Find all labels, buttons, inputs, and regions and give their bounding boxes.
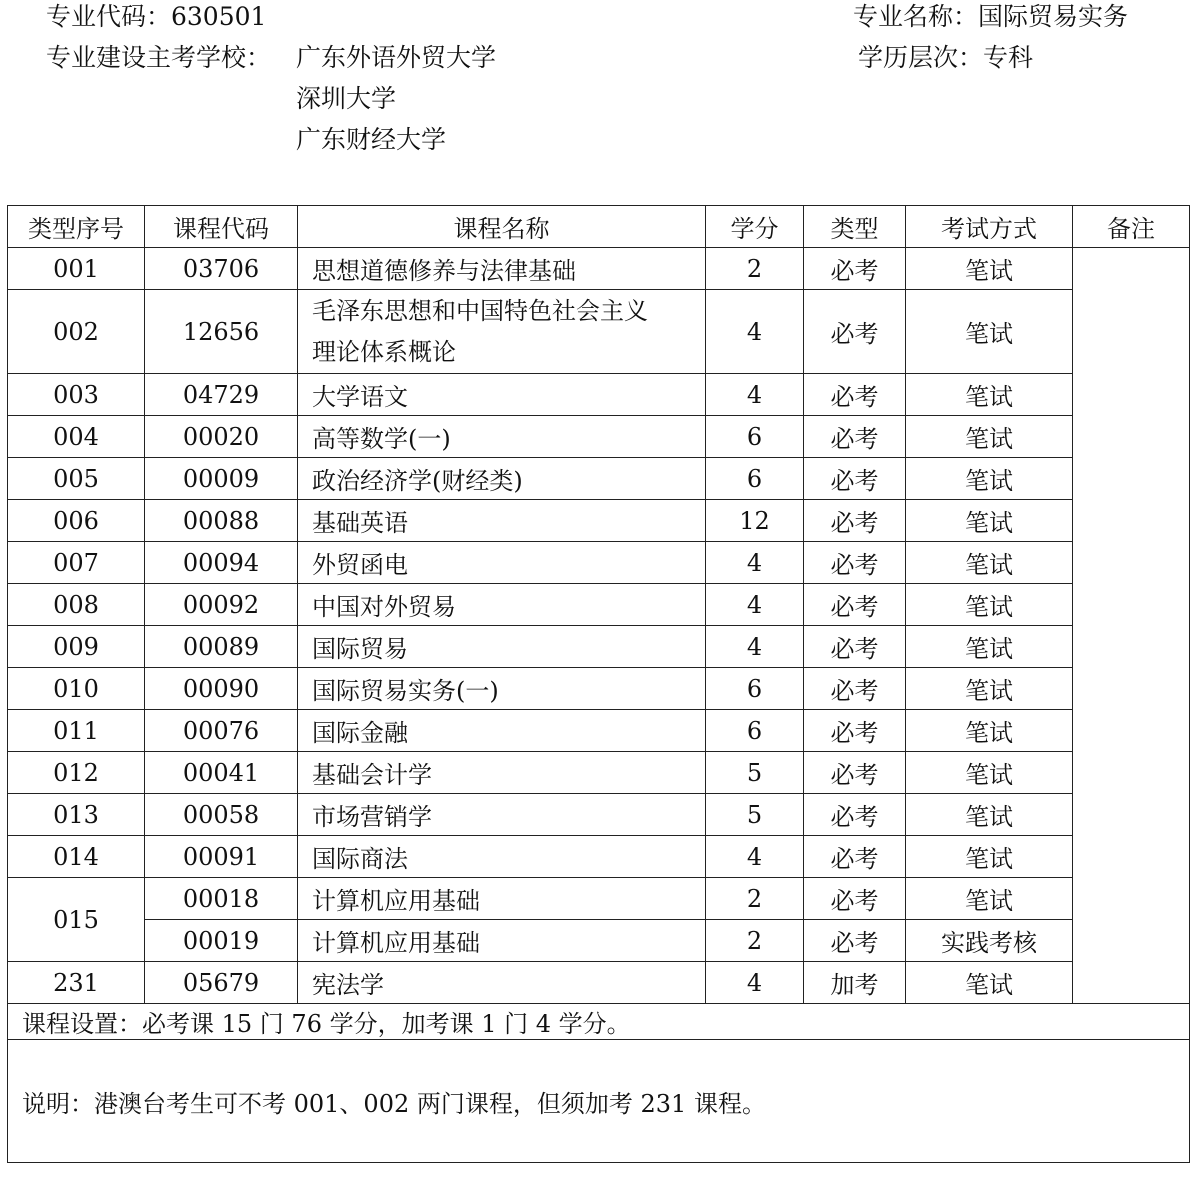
cell-exam: 笔试	[906, 752, 1073, 794]
table-row	[8, 794, 1190, 836]
cell-exam: 笔试	[906, 836, 1073, 878]
cell-seq: 010	[8, 668, 145, 710]
cell-credit: 2	[706, 878, 804, 920]
header-code: 课程代码	[145, 206, 298, 248]
cell-type: 必考	[804, 248, 906, 290]
cell-exam: 笔试	[906, 626, 1073, 668]
cell-type: 必考	[804, 710, 906, 752]
cell-name: 国际贸易实务(一)	[298, 668, 706, 710]
cell-name-line: 理论体系概论	[312, 337, 456, 366]
cell-name: 大学语文	[298, 374, 706, 416]
cell-seq: 002	[8, 290, 145, 374]
cell-exam: 实践考核	[906, 920, 1073, 962]
header-remark: 备注	[1073, 206, 1190, 248]
cell-credit: 2	[706, 920, 804, 962]
education-level: 学历层次：专科	[858, 43, 1034, 72]
school-label: 专业建设主考学校：	[46, 43, 272, 72]
cell-credit: 5	[706, 752, 804, 794]
cell-credit: 6	[706, 416, 804, 458]
cell-credit: 4	[706, 542, 804, 584]
cell-exam: 笔试	[906, 290, 1073, 374]
cell-code: 00089	[145, 626, 298, 668]
table-row	[8, 668, 1190, 710]
cell-type: 必考	[804, 668, 906, 710]
cell-credit: 12	[706, 500, 804, 542]
cell-code: 00020	[145, 416, 298, 458]
cell-code: 00041	[145, 752, 298, 794]
school-3: 广东财经大学	[296, 125, 447, 154]
cell-exam: 笔试	[906, 374, 1073, 416]
cell-type: 加考	[804, 962, 906, 1004]
cell-credit: 4	[706, 836, 804, 878]
cell-type: 必考	[804, 416, 906, 458]
table-row	[8, 752, 1190, 794]
cell-name: 国际贸易	[298, 626, 706, 668]
cell-seq: 009	[8, 626, 145, 668]
cell-type: 必考	[804, 290, 906, 374]
cell-code: 00090	[145, 668, 298, 710]
cell-exam: 笔试	[906, 416, 1073, 458]
cell-credit: 2	[706, 248, 804, 290]
cell-seq: 001	[8, 248, 145, 290]
cell-name: 高等数学(一)	[298, 416, 706, 458]
table-row	[8, 458, 1190, 500]
header-name: 课程名称	[298, 206, 706, 248]
cell-code: 00019	[145, 920, 298, 962]
cell-seq: 003	[8, 374, 145, 416]
cell-exam: 笔试	[906, 794, 1073, 836]
cell-type: 必考	[804, 836, 906, 878]
cell-exam: 笔试	[906, 458, 1073, 500]
cell-type: 必考	[804, 794, 906, 836]
cell-type: 必考	[804, 458, 906, 500]
table-row	[8, 248, 1190, 290]
table-row	[8, 836, 1190, 878]
cell-code: 05679	[145, 962, 298, 1004]
cell-code: 00091	[145, 836, 298, 878]
school-2: 深圳大学	[296, 84, 397, 113]
cell-exam: 笔试	[906, 710, 1073, 752]
header-seq: 类型序号	[8, 206, 145, 248]
cell-code: 00088	[145, 500, 298, 542]
table-row	[8, 416, 1190, 458]
cell-exam: 笔试	[906, 542, 1073, 584]
table-row	[8, 584, 1190, 626]
cell-seq: 014	[8, 836, 145, 878]
cell-name: 基础英语	[298, 500, 706, 542]
cell-name: 国际商法	[298, 836, 706, 878]
summary-row	[8, 1004, 1190, 1040]
cell-seq: 011	[8, 710, 145, 752]
header-credit: 学分	[706, 206, 804, 248]
cell-name: 国际金融	[298, 710, 706, 752]
school-1: 广东外语外贸大学	[296, 43, 497, 72]
cell-exam: 笔试	[906, 668, 1073, 710]
table-row	[8, 878, 1190, 920]
cell-code: 00092	[145, 584, 298, 626]
table-header-row	[8, 206, 1190, 248]
cell-seq: 007	[8, 542, 145, 584]
major-code: 专业代码：630501	[46, 2, 267, 31]
cell-name	[298, 290, 706, 374]
header-exam: 考试方式	[906, 206, 1073, 248]
cell-code: 00076	[145, 710, 298, 752]
cell-seq: 005	[8, 458, 145, 500]
table-row	[8, 542, 1190, 584]
header-type: 类型	[804, 206, 906, 248]
cell-credit: 4	[706, 374, 804, 416]
table-row	[8, 290, 1190, 374]
cell-seq: 006	[8, 500, 145, 542]
table-row	[8, 374, 1190, 416]
cell-name: 政治经济学(财经类)	[298, 458, 706, 500]
cell-exam: 笔试	[906, 584, 1073, 626]
table-row	[8, 920, 1190, 962]
cell-type: 必考	[804, 752, 906, 794]
cell-code: 03706	[145, 248, 298, 290]
major-name: 专业名称：国际贸易实务	[853, 2, 1129, 31]
course-note: 说明：港澳台考生可不考 001、002 两门课程，但须加考 231 课程。	[8, 1040, 1190, 1163]
cell-credit: 4	[706, 584, 804, 626]
cell-exam: 笔试	[906, 878, 1073, 920]
cell-code: 00058	[145, 794, 298, 836]
cell-seq: 231	[8, 962, 145, 1004]
cell-seq: 004	[8, 416, 145, 458]
cell-code: 00009	[145, 458, 298, 500]
cell-remark	[1073, 248, 1190, 1004]
cell-exam: 笔试	[906, 500, 1073, 542]
cell-code: 00094	[145, 542, 298, 584]
cell-type: 必考	[804, 584, 906, 626]
cell-name: 计算机应用基础	[298, 878, 706, 920]
cell-exam: 笔试	[906, 248, 1073, 290]
cell-name: 基础会计学	[298, 752, 706, 794]
cell-name: 外贸函电	[298, 542, 706, 584]
cell-name: 计算机应用基础	[298, 920, 706, 962]
course-table	[7, 205, 1190, 1163]
cell-credit: 6	[706, 668, 804, 710]
table-row	[8, 626, 1190, 668]
cell-type: 必考	[804, 374, 906, 416]
cell-name: 中国对外贸易	[298, 584, 706, 626]
course-summary: 课程设置：必考课 15 门 76 学分，加考课 1 门 4 学分。	[8, 1004, 1190, 1040]
cell-exam: 笔试	[906, 962, 1073, 1004]
cell-type: 必考	[804, 500, 906, 542]
note-row	[8, 1040, 1190, 1163]
cell-type: 必考	[804, 878, 906, 920]
cell-credit: 6	[706, 458, 804, 500]
table-row	[8, 500, 1190, 542]
cell-seq: 012	[8, 752, 145, 794]
table-row	[8, 710, 1190, 752]
cell-seq: 013	[8, 794, 145, 836]
cell-seq: 015	[8, 878, 145, 962]
cell-type: 必考	[804, 920, 906, 962]
cell-credit: 4	[706, 962, 804, 1004]
cell-seq: 008	[8, 584, 145, 626]
cell-code: 00018	[145, 878, 298, 920]
cell-credit: 4	[706, 626, 804, 668]
cell-name: 宪法学	[298, 962, 706, 1004]
cell-type: 必考	[804, 626, 906, 668]
cell-code: 12656	[145, 290, 298, 374]
cell-name-line: 毛泽东思想和中国特色社会主义	[312, 296, 648, 325]
table-row	[8, 962, 1190, 1004]
cell-credit: 6	[706, 710, 804, 752]
cell-type: 必考	[804, 542, 906, 584]
cell-name: 思想道德修养与法律基础	[298, 248, 706, 290]
cell-credit: 4	[706, 290, 804, 374]
cell-code: 04729	[145, 374, 298, 416]
cell-name: 市场营销学	[298, 794, 706, 836]
cell-credit: 5	[706, 794, 804, 836]
